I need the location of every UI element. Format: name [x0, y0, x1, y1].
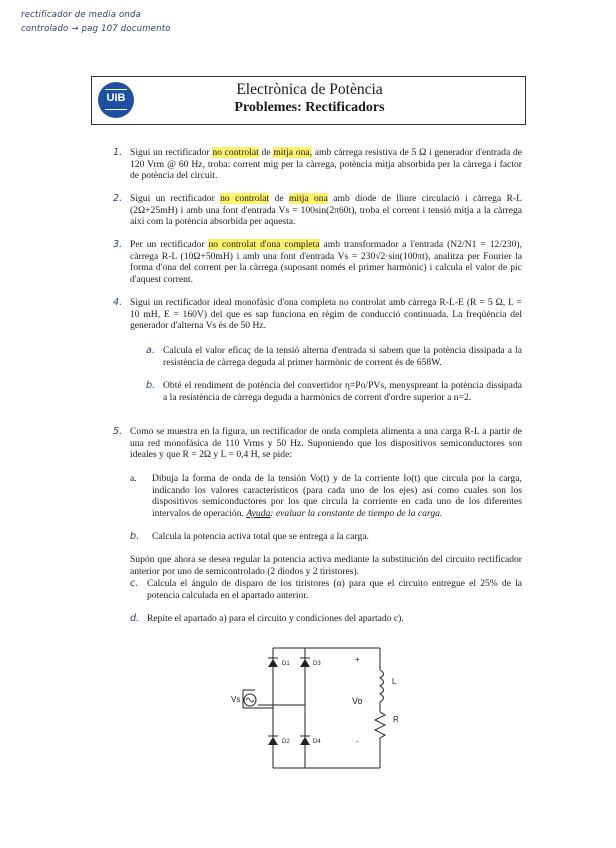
label-vs: Vs [231, 695, 241, 704]
label-d2: D2 [282, 739, 290, 745]
course-title: Electrònica de Potència [236, 81, 383, 98]
page-title: Problemes: Rectificadors [234, 100, 385, 115]
problem-5d-text: Repite el apartado a) para el circuito y condiciones del apartado c). [147, 613, 404, 624]
label-vo: Vo [352, 696, 363, 706]
handwritten-note-line1: rectificador de media onda [21, 10, 142, 20]
diode-d3-icon [300, 659, 310, 667]
label-d1: D1 [282, 661, 290, 667]
label-d3: D3 [313, 661, 321, 667]
problem-4a-text: Calcula el valor eficaç de la tensió alterna d'entrada si sabem que la potència dissipada a la resistència de càrrega deguda al primer harmònic de corrent és de 658W. [163, 345, 522, 368]
problem-5b-label: b. [130, 531, 140, 542]
problem-2-number: 2. [113, 193, 123, 204]
problem-4-number: 4. [113, 297, 123, 308]
label-minus: - [356, 737, 359, 746]
problem-4a-label: a. [146, 345, 155, 356]
label-l: L [392, 677, 397, 686]
diode-d1-icon [268, 659, 278, 667]
inductor-coil [380, 670, 384, 702]
problem-1-number: 1. [113, 147, 123, 158]
label-r: R [393, 715, 399, 724]
problem-3-text: Per un rectificador no controlat d'ona completa amb transformador a l'entrada (N2/N1 = 12/230), càrrega R-L (10Ω+50mH) i amb una font d'entrada Vs = 230√2·sin(100πt), analitza per Fourier la forma d'ona del corrent per la càrrega (suposant només el primer harmònic) i calcula el valor de pic d'aquest corrent. [130, 239, 522, 285]
diode-d2-icon [268, 737, 278, 745]
problem-5d-label: d. [130, 613, 140, 624]
problem-5-intro2: Supón que ahora se desea regular la potencia activa mediante la substitución del circuito rectificador anterior por uno de semicontrolado (2 diodos y 2 tiristores). [130, 554, 522, 577]
resistor-zigzag [375, 712, 385, 738]
problem-4b-text: Obté el rendiment de potència del convertidor η=Po/PVs, menyspreant la potència dissipada a la resistència de càrrega deguda a harmònics de corrent d'ordre superior a n=2. [163, 380, 522, 403]
logo-text: UIB [106, 92, 126, 104]
problem-1-text: Sigui un rectificador no controlat de mitja ona, amb càrrega resistiva de 5 Ω i generador d'entrada de 120 Vrm @ 60 Hz, troba: corrent mig per la càrrega, potència mitja absorbida per la càrrega i factor de potència del circuit. [130, 147, 523, 182]
problem-5c-label: c. [130, 578, 139, 589]
header-box [91, 76, 526, 125]
handwritten-note-line2: controlado → pag 107 documento [21, 24, 171, 34]
problem-5-text: Como se muestra en la figura, un rectificador de onda completa alimenta a una carga R-L a partir de una red monofásica de 110 Vrms y 50 Hz. Suponiendo que los dispositivos semiconductores son ideales y que R = 2Ω y L = 0,4 H, se pide: [130, 426, 522, 461]
problem-2-text: Sigui un rectificador no controlat de mitja ona amb díode de lliure circulació i càrrega R-L (2Ω+25mH) i amb una font d'entrada Vs = 100sin(2π60t), troba el corrent i tensió mitja a la càrrega així com la potència absorbida per aquesta. [130, 193, 522, 228]
label-d4: D4 [313, 739, 321, 745]
problem-4b-label: b. [146, 380, 156, 391]
problem-4-text: Sigui un rectificador ideal monofàsic d'ona completa no controlat amb càrrega R-L-E (R = 5 Ω, L = 10 mH, E = 160V) del que es sap funciona en règim de conducció continuada. La freqüència del generador d'alterna Vs és de 50 Hz. [130, 297, 522, 332]
problem-3-number: 3. [113, 239, 123, 250]
problem-5a-label: a. [130, 473, 137, 484]
label-plus: + [355, 655, 360, 664]
ac-source-icon [244, 694, 256, 706]
diode-d4-icon [300, 737, 310, 745]
problem-5-number: 5. [113, 426, 123, 437]
problem-5b-text: Calcula la potencia activa total que se entrega a la carga. [152, 531, 369, 542]
problem-5a-text: Dibuja la forma de onda de la tensión Vo(t) y de la corriente Io(t) que circula por la carga, indicando los valores característicos (para cada uno de los ejes) así como cuales son los dispositivos semiconductores por los que circula la corriente en cada uno de los diferentes intervalos de operación. Ayuda: evaluar la constante de tiempo de la carga. [152, 473, 522, 519]
problem-5c-text: Calcula el ángulo de disparo de los tiristores (α) para que el circuito entregue el 25% de la potencia calculada en el apartado anterior. [147, 578, 522, 601]
